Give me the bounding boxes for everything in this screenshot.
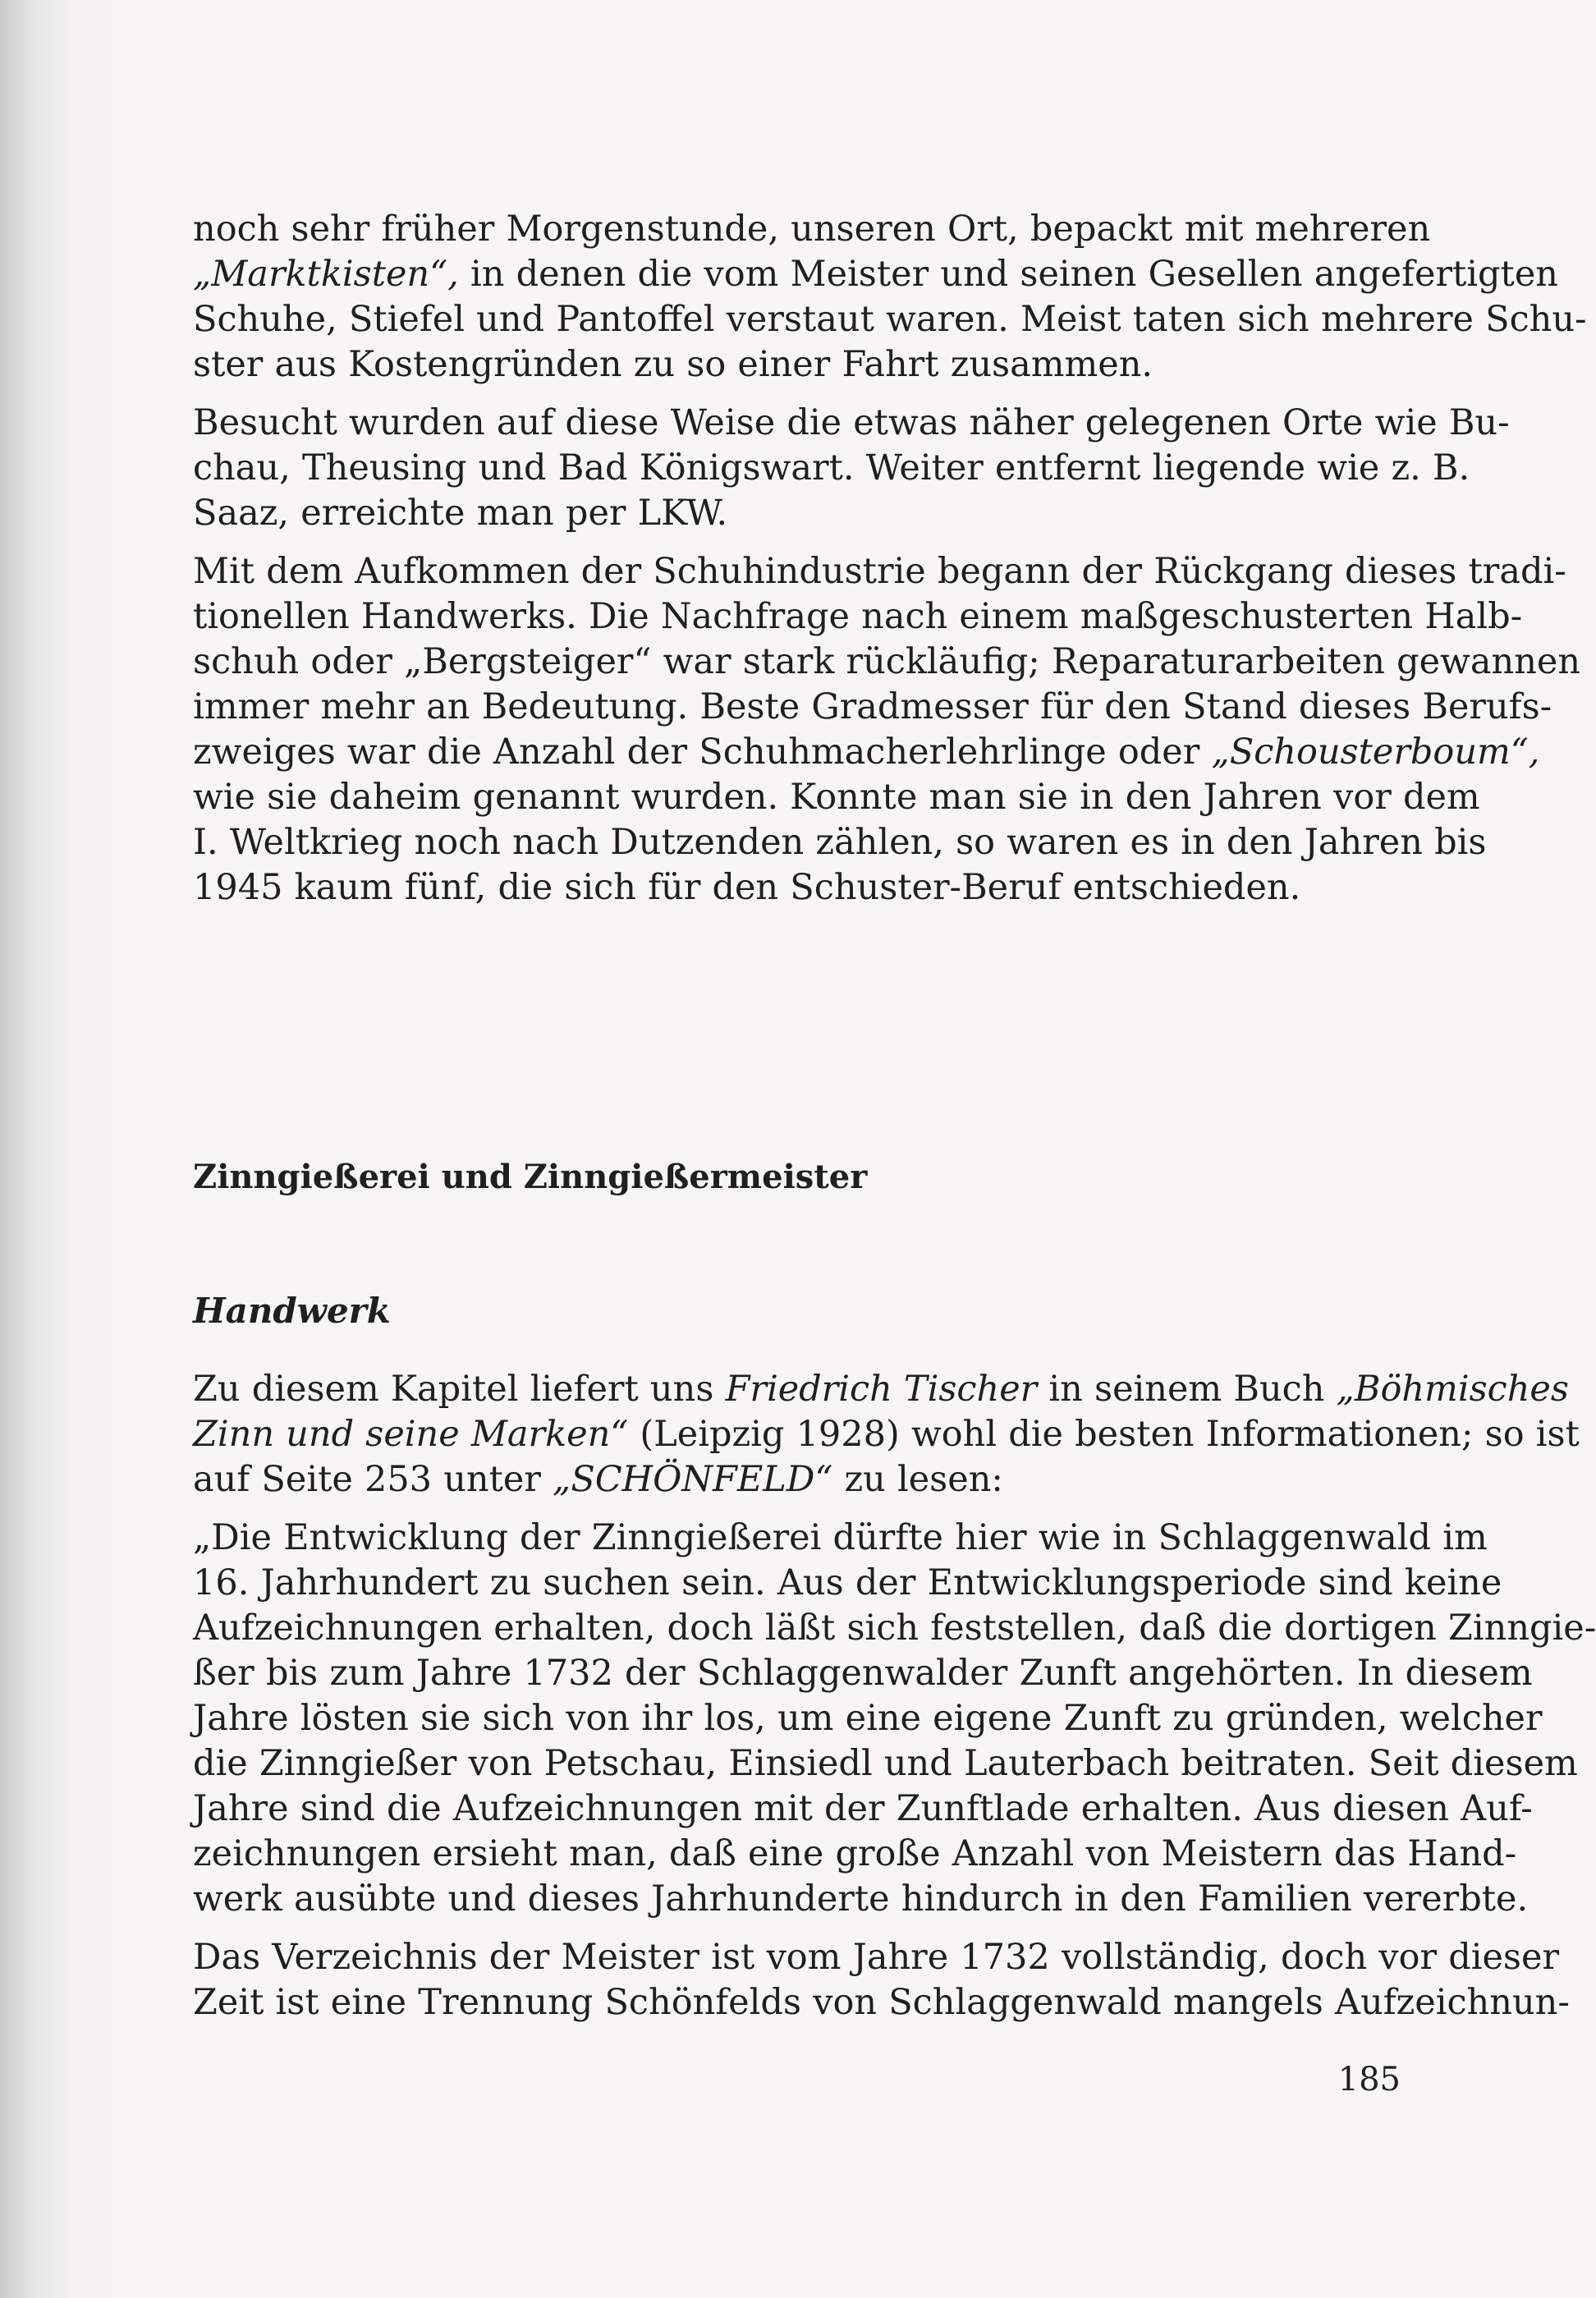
section-heading: Zinngießerei und Zinngießermeister (193, 1158, 868, 1196)
body-text-bottom (193, 1367, 1596, 2025)
text-segment: Aufzeichnungen erhalten, doch läßt sich feststellen, daß die dortigen Zinngie- (193, 1608, 1596, 1649)
text-line (193, 820, 1487, 865)
paragraph (193, 1516, 1596, 1922)
paragraph (193, 207, 1587, 388)
italic-text: Zinn und seine Marken“ (193, 1414, 629, 1455)
text-line (193, 1741, 1578, 1787)
text-line (193, 1516, 1488, 1561)
text-segment: Jahre sind die Aufzeichnungen mit der Zunftlade erhalten. Aus diesen Auf- (193, 1788, 1533, 1829)
text-line (193, 1367, 1569, 1412)
text-segment: in seinem Buch (1037, 1369, 1337, 1410)
text-line (193, 730, 1540, 775)
text-segment: zeichnungen ersieht man, daß eine große Anzahl von Meistern das Hand- (193, 1833, 1517, 1874)
text-segment: Zeit ist eine Trennung Schönfelds von Schlaggenwald mangels Aufzeichnun- (193, 1982, 1570, 2023)
text-line (193, 594, 1523, 640)
text-segment: chau, Theusing und Bad Königswart. Weiter entfernt liegende wie z. B. (193, 447, 1470, 488)
text-line (193, 1787, 1533, 1832)
text-segment: Zu diesem Kapitel liefert uns (193, 1369, 726, 1410)
subsection-heading: Handwerk (193, 1291, 391, 1331)
text-line (193, 342, 1404, 388)
paragraph (193, 1935, 1570, 2025)
text-line (193, 865, 1404, 910)
text-segment: ßer bis zum Jahre 1732 der Schlaggenwalder Zunft angehörten. In diesem (193, 1653, 1533, 1694)
text-segment: I. Weltkrieg noch nach Dutzenden zählen, so waren es in den Jahren bis (193, 822, 1487, 863)
text-line (193, 207, 1431, 252)
text-line (193, 549, 1566, 594)
text-line (193, 1832, 1517, 1877)
text-segment: Saaz, erreichte man per LKW. (193, 493, 728, 534)
text-line (193, 491, 1404, 536)
text-segment: in denen die vom Meister und seinen Gesellen angefertigten (458, 254, 1558, 295)
text-segment: (Leipzig 1928) wohl die besten Informationen; so ist (628, 1414, 1580, 1455)
text-line (193, 685, 1552, 730)
text-line (193, 446, 1470, 491)
body-text-top (193, 207, 1587, 910)
text-segment: die Zinngießer von Petschau, Einsiedl und Lauterbach beitraten. Seit diesem (193, 1743, 1578, 1784)
italic-text: „Böhmisches (1336, 1369, 1569, 1410)
text-segment: zweiges war die Anzahl der Schuhmacherlehrlinge oder (193, 732, 1212, 773)
text-segment: Jahre lösten sie sich von ihr los, um eine eigene Zunft zu gründen, welcher (193, 1698, 1543, 1739)
text-line (193, 252, 1558, 297)
text-segment: auf Seite 253 unter (193, 1459, 553, 1500)
text-line (193, 1935, 1560, 1980)
text-segment: ster aus Kostengründen zu so einer Fahrt zusammen. (193, 344, 1153, 385)
text-segment: noch sehr früher Morgenstunde, unseren Ort, bepackt mit mehreren (193, 209, 1431, 250)
text-segment: tionellen Handwerks. Die Nachfrage nach einem maßgeschusterten Halb- (193, 596, 1523, 637)
paragraph (193, 1367, 1580, 1502)
text-segment: Schuhe, Stiefel und Pantoffel verstaut waren. Meist taten sich mehrere Schu- (193, 299, 1587, 340)
text-line (193, 1696, 1543, 1741)
text-segment: immer mehr an Bedeutung. Beste Gradmesser für den Stand dieses Berufs- (193, 686, 1552, 727)
italic-text: „Schousterboum“, (1211, 732, 1540, 773)
paragraph (193, 549, 1581, 910)
text-segment: wie sie daheim genannt wurden. Konnte man sie in den Jahren vor dem (193, 777, 1480, 818)
text-segment: werk ausübte und dieses Jahrhunderte hindurch in den Familien vererbte. (193, 1878, 1529, 1920)
text-line (193, 297, 1587, 342)
text-segment: Mit dem Aufkommen der Schuhindustrie begann der Rückgang dieses tradi- (193, 551, 1566, 592)
page-number: 185 (1337, 2061, 1401, 2098)
text-line (193, 775, 1480, 820)
text-segment: 16. Jahrhundert zu suchen sein. Aus der Entwicklungsperiode sind keine (193, 1562, 1502, 1603)
text-line (193, 1877, 1529, 1922)
text-segment: schuh oder „Bergsteiger“ war stark rückläufig; Reparaturarbeiten gewannen (193, 641, 1581, 682)
text-line (193, 1561, 1502, 1606)
text-line (193, 1606, 1596, 1651)
text-line (193, 640, 1581, 685)
text-line (193, 401, 1510, 446)
text-segment: „Die Entwicklung der Zinngießerei dürfte hier wie in Schlaggenwald im (193, 1517, 1488, 1558)
text-segment: zu lesen: (832, 1459, 1003, 1500)
italic-text: Friedrich Tischer (725, 1369, 1038, 1410)
text-segment: Besucht wurden auf diese Weise die etwas näher gelegenen Orte wie Bu- (193, 402, 1510, 443)
text-line (193, 1980, 1570, 2025)
italic-text: „Marktkisten“, (193, 254, 459, 295)
paragraph (193, 401, 1510, 536)
text-line (193, 1412, 1580, 1457)
text-segment: Das Verzeichnis der Meister ist vom Jahre 1732 vollständig, doch vor dieser (193, 1937, 1560, 1978)
text-line (193, 1651, 1533, 1696)
italic-text: „SCHÖNFELD“ (553, 1459, 833, 1500)
text-segment: 1945 kaum fünf, die sich für den Schuster-Beruf entschieden. (193, 867, 1301, 908)
text-line (193, 1457, 1404, 1502)
